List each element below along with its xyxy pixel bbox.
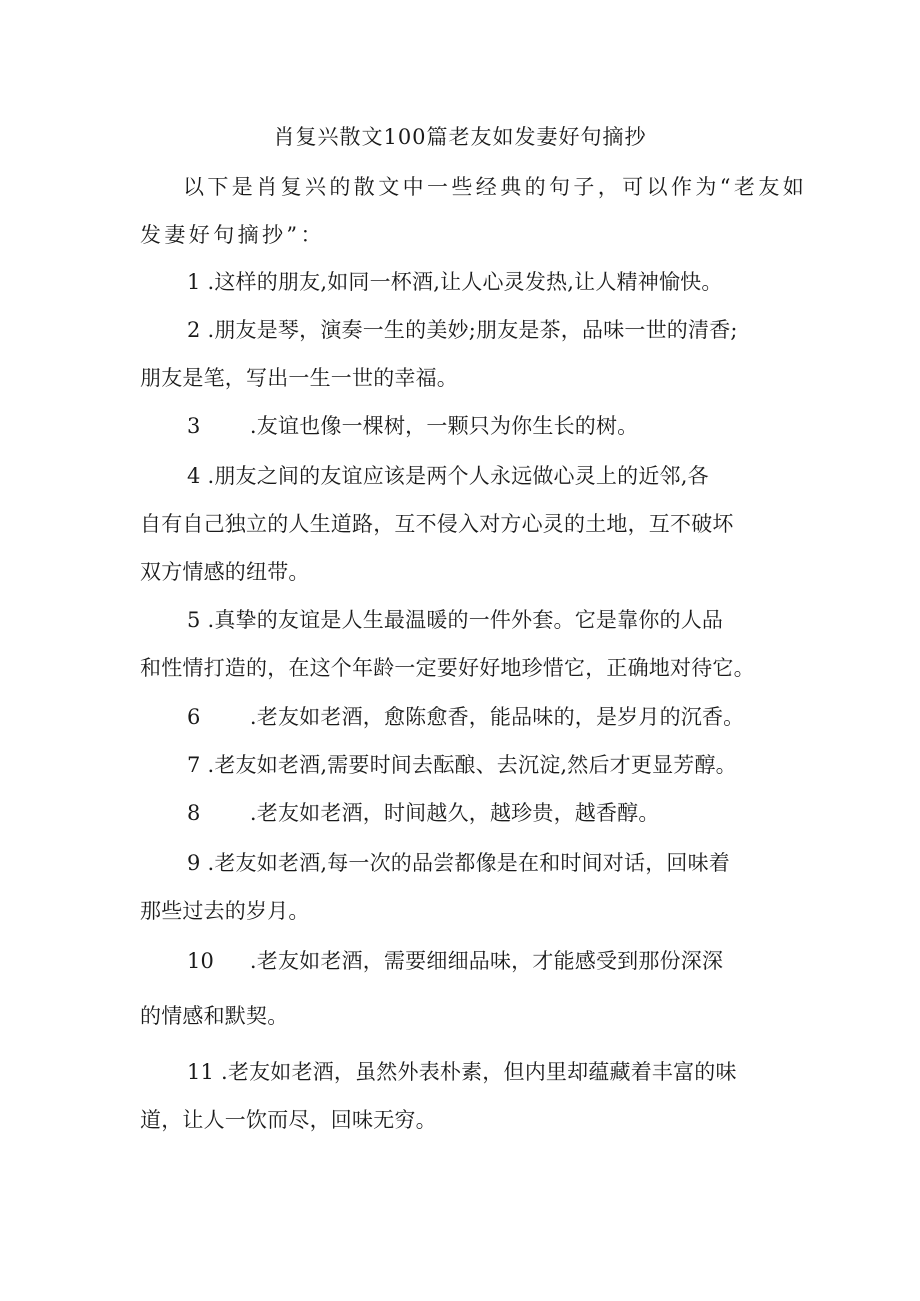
- item-text: .友谊也像一棵树，一颗只为你生长的树。: [249, 414, 639, 438]
- item-text: .朋友是琴，演奏一生的美妙;朋友是茶，品味一世的清香;: [207, 318, 738, 342]
- quote-item-5: [187, 604, 723, 636]
- item-text: .真挚的友谊是人生最温暖的一件外套。它是靠你的人品: [207, 608, 724, 632]
- item-text: .老友如老酒，时间越久，越珍贵，越香醇。: [249, 801, 660, 825]
- quote-item-9: [187, 847, 730, 879]
- quote-item-4-continued: 双方情感的纽带。: [140, 560, 310, 584]
- quote-item-1: [187, 266, 723, 298]
- quote-item-10: [187, 945, 723, 977]
- quote-item-2-continued: 朋友是笔，写出一生一世的幸福。: [140, 366, 458, 390]
- quote-item-7: [187, 749, 737, 781]
- quote-item-3: [187, 410, 638, 442]
- quote-item-4: [187, 460, 709, 492]
- quote-item-9-continued: 那些过去的岁月。: [140, 899, 310, 923]
- quote-item-4-continued: 自有自己独立的人生道路，互不侵入对方心灵的土地，互不破坏: [140, 512, 734, 536]
- item-number: 9: [187, 851, 201, 875]
- item-text: .老友如老酒，需要细细品味，才能感受到那份深深: [249, 949, 724, 973]
- item-text: .这样的朋友,如同一杯酒,让人心灵发热,让人精神愉快。: [207, 270, 723, 294]
- intro-line-1: 以下是肖复兴的散文中一些经典的句子，可以作为“老友如: [183, 175, 808, 199]
- item-number: 3: [187, 414, 201, 438]
- item-text: .老友如老酒,每一次的品尝都像是在和时间对话，回味着: [207, 851, 731, 875]
- item-number: 11: [187, 1060, 215, 1084]
- item-number: 4: [187, 464, 201, 488]
- item-number: 2: [187, 318, 201, 342]
- item-number: 8: [187, 801, 201, 825]
- document-title: 肖复兴散文100篇老友如发妻好句摘抄: [273, 125, 647, 149]
- item-number: 10: [187, 949, 215, 973]
- item-text: .老友如老酒，愈陈愈香，能品味的，是岁月的沉香。: [249, 705, 745, 729]
- item-text: .老友如老酒，虽然外表朴素，但内里却蕴藏着丰富的味: [221, 1060, 737, 1084]
- intro-line-2: 发妻好句摘抄”：: [140, 223, 325, 247]
- item-number: 6: [187, 705, 201, 729]
- item-number: 7: [187, 753, 201, 777]
- item-text: .老友如老酒,需要时间去酝酿、去沉淀,然后才更显芳醇。: [207, 753, 737, 777]
- quote-item-8: [187, 797, 660, 829]
- item-text: .朋友之间的友谊应该是两个人永远做心灵上的近邻,各: [207, 464, 709, 488]
- quote-item-10-continued: 的情感和默契。: [140, 1004, 289, 1028]
- quote-item-11: [187, 1056, 737, 1088]
- item-number: 1: [187, 270, 201, 294]
- item-number: 5: [187, 608, 201, 632]
- quote-item-2: [187, 314, 738, 346]
- quote-item-6: [187, 701, 744, 733]
- quote-item-5-continued: 和性情打造的，在这个年龄一定要好好地珍惜它，正确地对待它。: [140, 656, 755, 680]
- quote-item-11-continued: 道，让人一饮而尽，回味无穷。: [140, 1108, 437, 1132]
